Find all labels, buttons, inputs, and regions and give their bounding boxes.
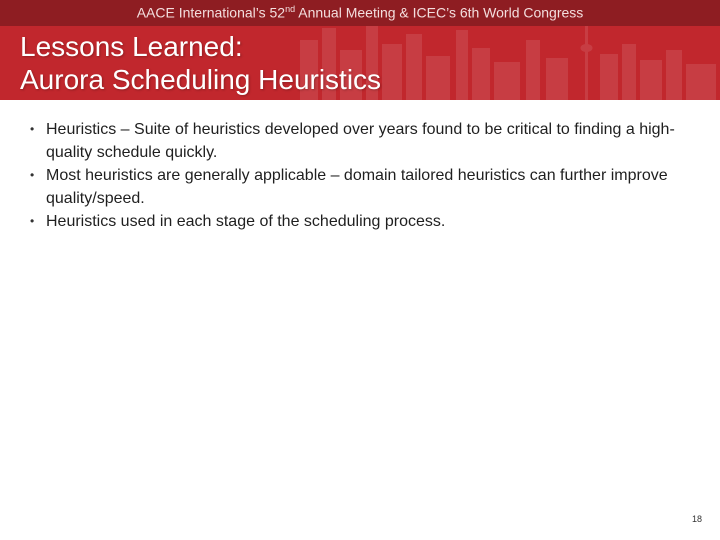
bullet-text: Most heuristics are generally applicable – domain tailored heuristics can further improve quality/speed. [46, 167, 668, 207]
slide-title [20, 30, 381, 96]
bullet-list [20, 118, 700, 233]
bullet-text: Heuristics – Suite of heuristics developed over years found to be critical to finding a high-quality schedule quickly. [46, 121, 675, 161]
bullet-icon: • [30, 122, 35, 136]
page-number: 18 [691, 514, 702, 524]
bullet-icon: • [30, 168, 35, 182]
slide-header [0, 0, 720, 100]
conference-name: AACE International’s 52nd Annual Meeting & ICEC’s 6th World Congress [136, 4, 584, 21]
bullet-icon: • [30, 214, 35, 228]
bullet-item [20, 118, 700, 164]
slide-title-line-2: Aurora Scheduling Heuristics [20, 64, 382, 95]
bullet-item [20, 210, 700, 233]
bullet-item [20, 164, 700, 210]
bullet-text: Heuristics used in each stage of the scheduling process. [46, 213, 446, 230]
slide-title-line-1: Lessons Learned: [20, 31, 243, 62]
